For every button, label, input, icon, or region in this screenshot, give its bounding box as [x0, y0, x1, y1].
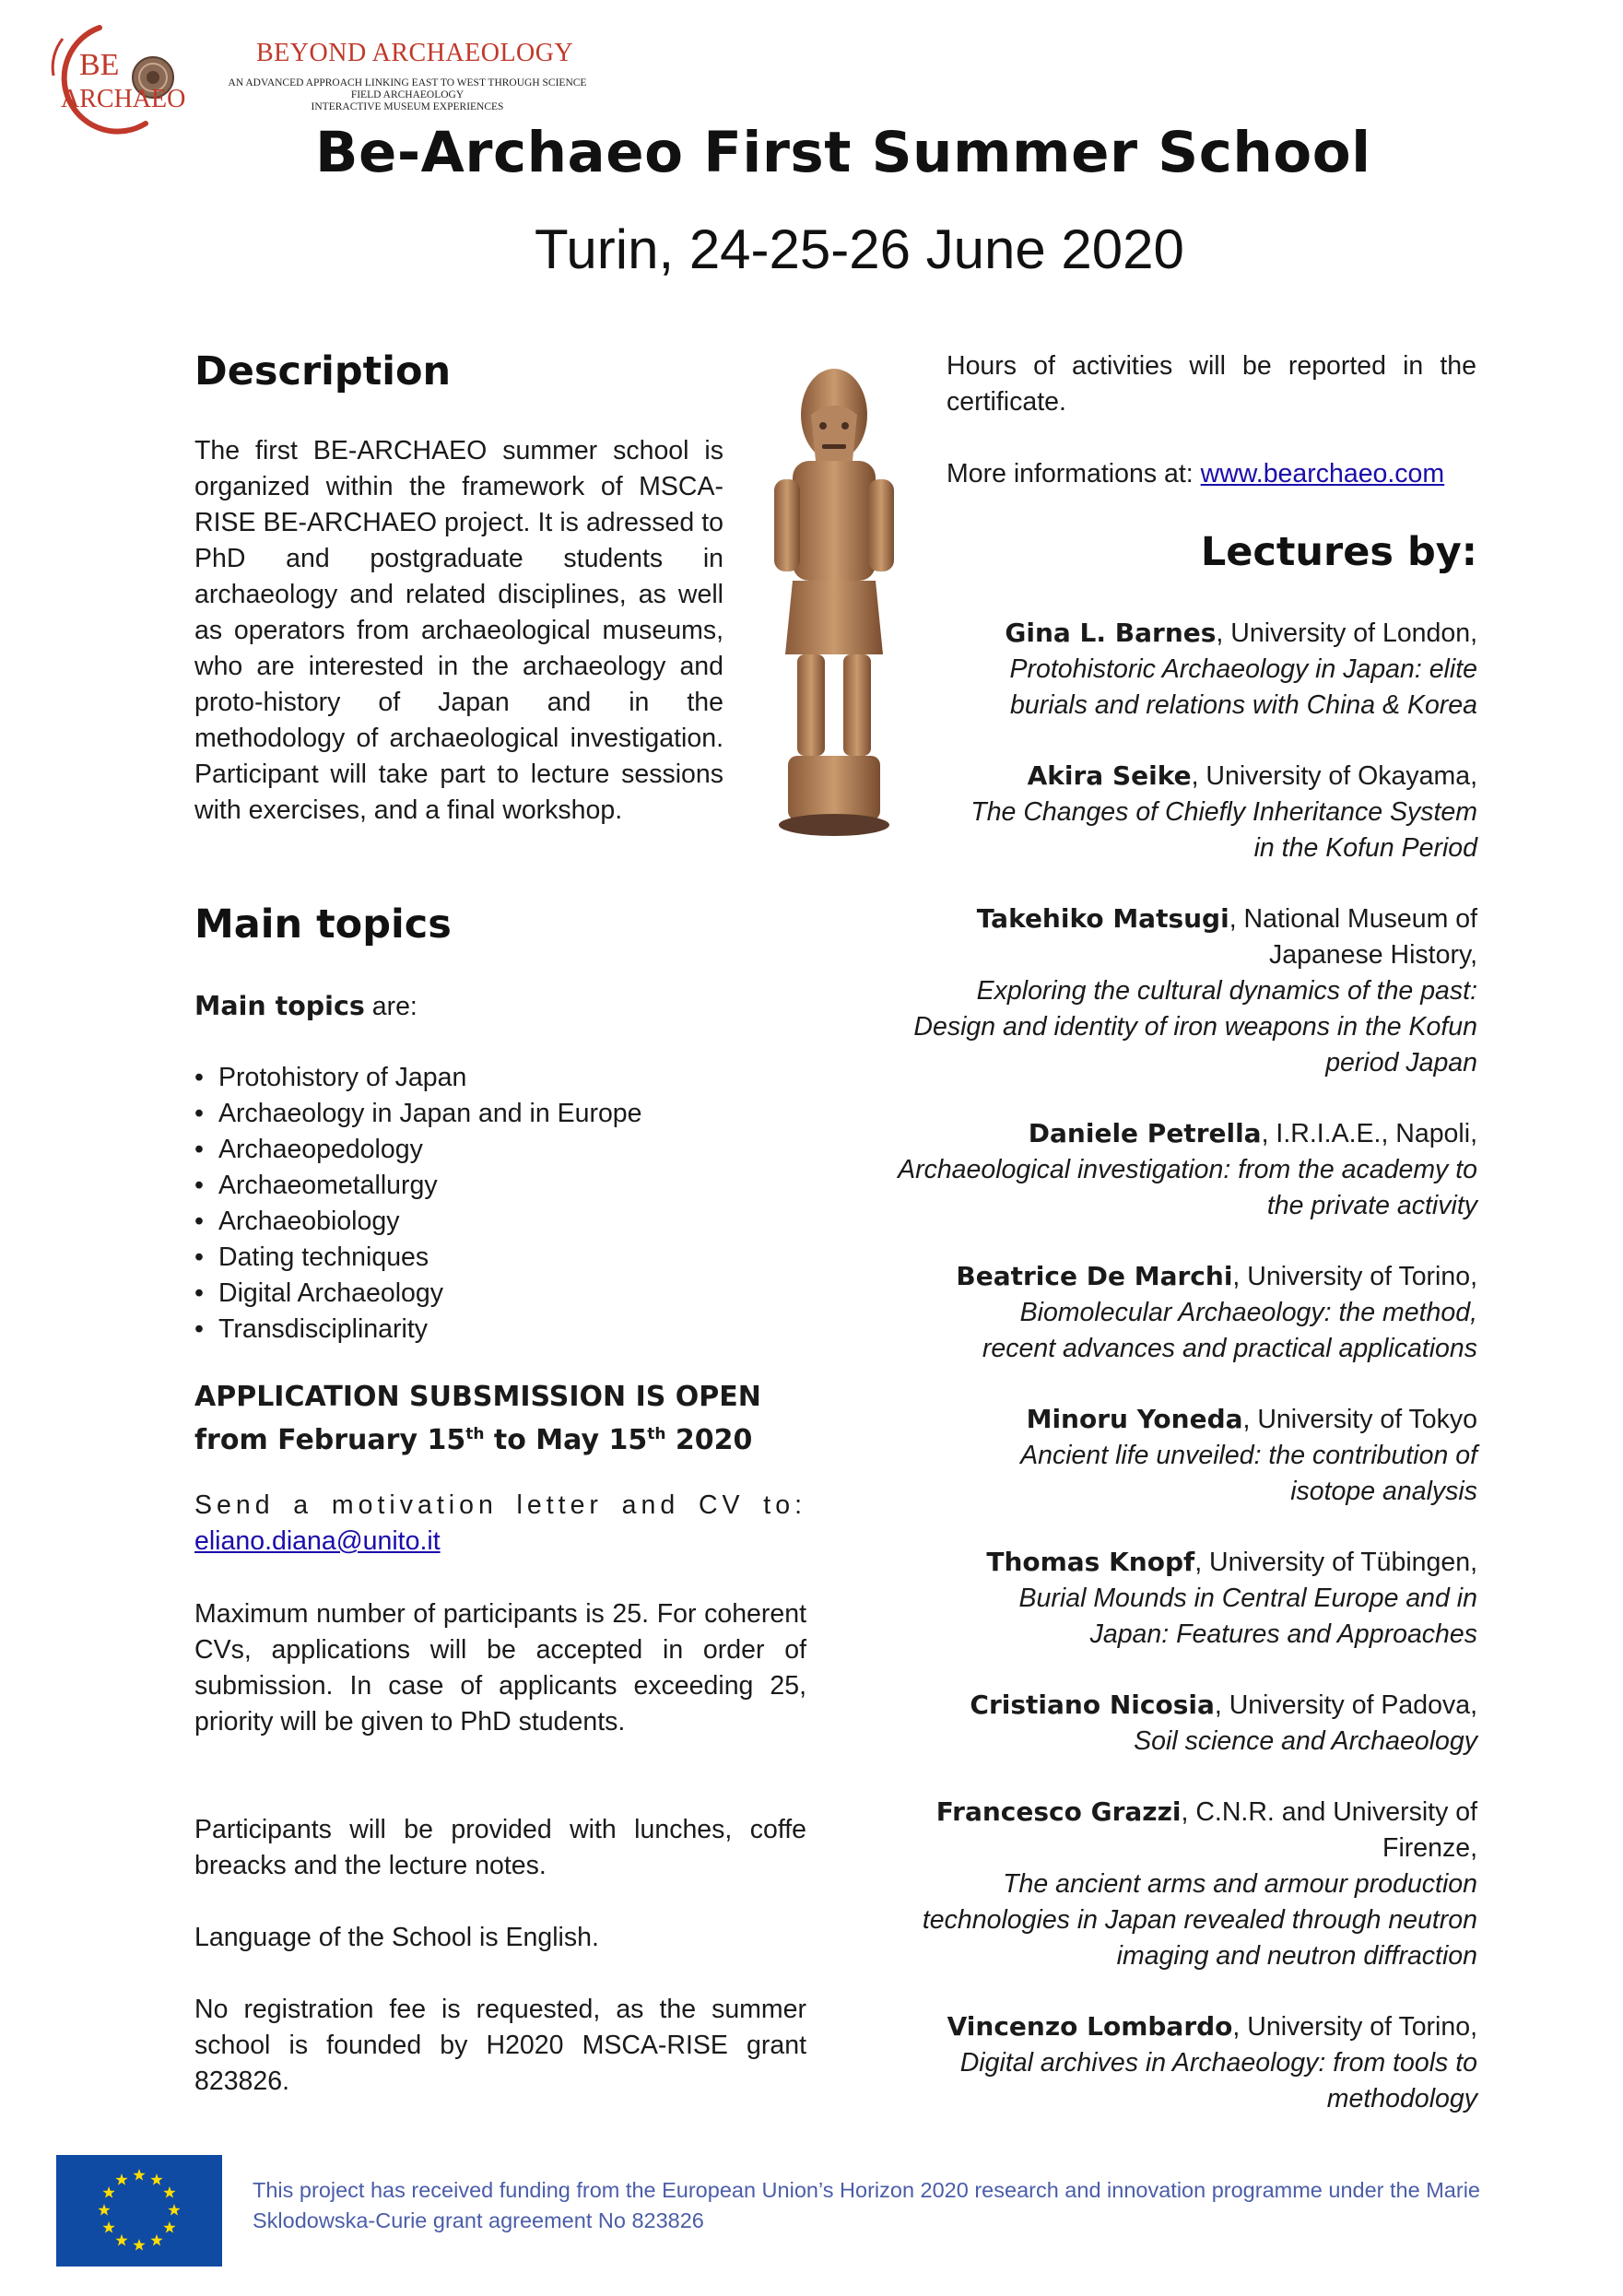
eu-flag — [56, 2155, 222, 2267]
language-text: Language of the School is English. — [194, 1923, 599, 1952]
topics-intro-rest: are: — [364, 992, 418, 1021]
lecturer-entry — [857, 2008, 1477, 2115]
eu-star-icon — [150, 2234, 162, 2246]
lectures-heading: Lectures by: — [1200, 529, 1477, 575]
topics-intro — [194, 988, 418, 1025]
application-line-2: from February 15th to May 15th 2020 — [194, 1424, 753, 1456]
eu-star-icon — [102, 2221, 114, 2233]
email-link[interactable]: eliano.diana@unito.it — [194, 1526, 441, 1556]
application-heading — [194, 1379, 761, 1459]
lecturer-affiliation: , C.N.R. and University of Firenze, — [1181, 1797, 1477, 1863]
lecturer-affiliation: , University of Torino, — [1232, 2012, 1477, 2042]
lecturer-name: Beatrice De Marchi — [956, 1261, 1233, 1291]
eu-stars-icon — [56, 2155, 222, 2267]
eu-star-icon — [163, 2221, 175, 2233]
topics-list — [194, 1060, 642, 1348]
eu-star-icon — [163, 2186, 175, 2198]
description-heading: Description — [194, 348, 452, 394]
list-item: • Archaeopedology — [194, 1132, 642, 1168]
send-text: Send a motivation letter and CV to: — [194, 1490, 806, 1520]
provided-text: Participants will be provided with lunches, coffe breacks and the lecture notes. — [194, 1815, 806, 1880]
logo — [35, 20, 192, 140]
lecturer-affiliation: , University of Tübingen, — [1194, 1548, 1477, 1577]
lecturer-name: Thomas Knopf — [986, 1547, 1195, 1577]
lecture-title: The Changes of Chiefly Inheritance System in the Kofun Period — [970, 797, 1477, 863]
page-subtitle: Turin, 24-25-26 June 2020 — [535, 218, 1184, 280]
eu-star-icon — [150, 2173, 162, 2185]
eu-star-icon — [98, 2204, 110, 2216]
brand-taglines — [205, 77, 610, 113]
eu-star-icon — [102, 2186, 114, 2198]
website-link[interactable]: www.bearchaeo.com — [1200, 459, 1445, 489]
send-instructions — [194, 1488, 806, 1560]
tagline: INTERACTIVE MUSEUM EXPERIENCES — [311, 101, 504, 112]
logo-letters-top: BE — [79, 48, 120, 82]
lecture-title: Biomolecular Archaeology: the method, recent advances and practical applications — [982, 1298, 1477, 1363]
eu-star-icon — [115, 2234, 127, 2246]
lecturer-affiliation: , University of Padova, — [1214, 1690, 1477, 1720]
lecturer-name: Akira Seike — [1027, 760, 1192, 791]
lecturer-affiliation: , University of Tokyo — [1242, 1405, 1477, 1434]
lecture-title: Soil science and Archaeology — [1134, 1726, 1477, 1756]
list-item: • Archaeology in Japan and in Europe — [194, 1096, 642, 1132]
tagline: FIELD ARCHAEOLOGY — [350, 89, 465, 100]
lecturer-name: Francesco Grazzi — [935, 1796, 1182, 1827]
lecturer-name: Gina L. Barnes — [1005, 618, 1217, 648]
lecturer-name: Vincenzo Lombardo — [947, 2011, 1233, 2042]
lecture-title: Ancient life unveiled: the contribution of isotope analysis — [1020, 1441, 1477, 1506]
topics-heading: Main topics — [194, 901, 452, 948]
eu-star-icon — [168, 2204, 180, 2216]
tagline: AN ADVANCED APPROACH LINKING EAST TO WEST THROUGH SCIENCE — [228, 77, 587, 88]
lecturer-entry — [857, 1115, 1477, 1258]
topics-intro-bold: Main topics — [194, 991, 365, 1021]
lecturer-affiliation: , National Museum of Japanese History, — [1229, 904, 1477, 970]
lecturer-name: Daniele Petrella — [1028, 1118, 1262, 1148]
funding-notice: This project has received funding from the European Union’s Horizon 2020 research and innovation programme under the Marie Sklodowska-Curie grant agreement No 823826 — [253, 2178, 1480, 2232]
lecturer-name: Cristiano Nicosia — [970, 1690, 1215, 1720]
lecture-title: Archaeological investigation: from the academy to the private activity — [898, 1155, 1477, 1220]
lecturer-entry — [857, 901, 1477, 1115]
lecturers-list — [857, 615, 1477, 2115]
more-info — [947, 456, 1444, 492]
eu-star-icon — [115, 2173, 127, 2185]
lecturer-affiliation: , University of Okayama, — [1191, 761, 1477, 791]
brand-name: BEYOND ARCHAEOLOGY — [256, 39, 574, 67]
list-item: • Archaeobiology — [194, 1204, 642, 1240]
logo-letters-bottom: ARCHAEO — [61, 85, 186, 113]
lecture-title: Burial Mounds in Central Europe and in Japan: Features and Approaches — [1018, 1584, 1477, 1649]
lecture-title: Digital archives in Archaeology: from tools to methodology — [959, 2048, 1477, 2113]
list-item: • Dating techniques — [194, 1240, 642, 1276]
lecturer-affiliation: , University of Torino, — [1232, 1262, 1477, 1291]
lecture-title: Protohistoric Archaeology in Japan: elite burials and relations with China & Korea — [1009, 654, 1477, 720]
lecture-title: The ancient arms and armour production technologies in Japan revealed through neutron imaging and neutron diffraction — [922, 1869, 1477, 1971]
lecturer-entry — [857, 1258, 1477, 1401]
lecturer-entry — [857, 615, 1477, 758]
hours-text: Hours of activities will be reported in the certificate. — [947, 351, 1476, 417]
lecturer-affiliation: , University of London, — [1216, 618, 1477, 648]
lecture-title: Exploring the cultural dynamics of the past: Design and identity of iron weapons in the Kofun period Japan — [913, 976, 1477, 1077]
lecturer-entry — [857, 1794, 1477, 2008]
list-item: • Archaeometallurgy — [194, 1168, 642, 1204]
eu-star-icon — [133, 2239, 145, 2251]
description-text: The first BE-ARCHAEO summer school is organized within the framework of MSCA-RISE BE-ARCHAEO project. It is adressed to PhD and postgraduate students in archaeology and related disciplines, as well as operators from archaeological museums, who are interested in the archaeology and proto-history of Japan and in the methodology of archaeological investigation. Participant will take part to lecture sessions with exercises, and a final workshop. — [194, 436, 723, 825]
list-item: • Protohistory of Japan — [194, 1060, 642, 1096]
lecturer-name: Minoru Yoneda — [1026, 1404, 1243, 1434]
lecturer-entry — [857, 1401, 1477, 1544]
lecturer-entry — [857, 1544, 1477, 1687]
lecturer-name: Takehiko Matsugi — [976, 903, 1229, 934]
list-item: • Transdisciplinarity — [194, 1312, 642, 1348]
more-info-label: More informations at: — [947, 459, 1201, 489]
fee-text: No registration fee is requested, as the summer school is founded by H2020 MSCA-RISE grant 823826. — [194, 1995, 806, 2096]
lecturer-entry — [857, 758, 1477, 901]
max-participants-text: Maximum number of participants is 25. For coherent CVs, applications will be accepted in order of submission. In case of applicants exceeding 25, priority will be given to PhD students. — [194, 1599, 806, 1737]
eu-star-icon — [133, 2169, 145, 2181]
lecturer-entry — [857, 1687, 1477, 1794]
page-title: Be-Archaeo First Summer School — [315, 120, 1371, 185]
application-line-1: APPLICATION SUBSMISSION IS OPEN — [194, 1381, 761, 1413]
list-item: • Digital Archaeology — [194, 1276, 642, 1312]
lecturer-affiliation: , I.R.I.A.E., Napoli, — [1261, 1119, 1477, 1148]
